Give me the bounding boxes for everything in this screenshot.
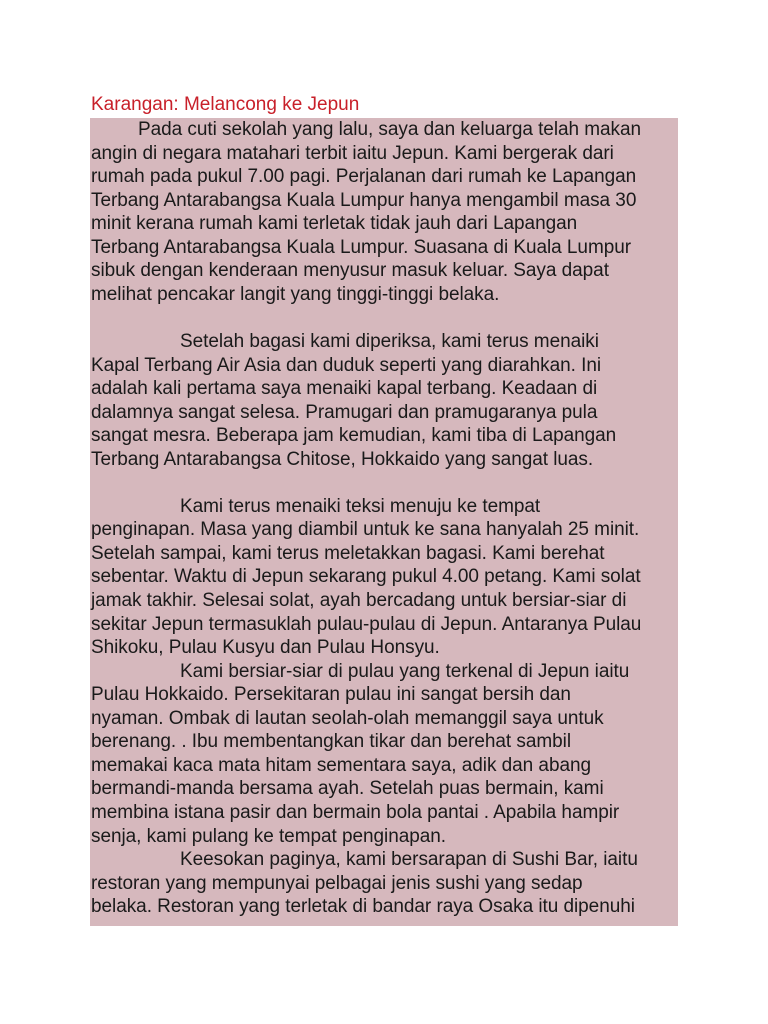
essay-line: sebentar. Waktu di Jepun sekarang pukul 4.00 petang. Kami solat	[91, 566, 641, 588]
essay-line: berenang. . Ibu membentangkan tikar dan berehat sambil	[91, 731, 571, 753]
essay-line: Pada cuti sekolah yang lalu, saya dan keluarga telah makan	[138, 119, 642, 140]
essay-line: dalamnya sangat selesa. Pramugari dan pramugaranya pula	[91, 401, 598, 423]
essay-line: restoran yang mempunyai pelbagai jenis sushi yang sedap	[91, 872, 583, 894]
essay-line: sekitar Jepun termasuklah pulau-pulau di Jepun. Antaranya Pulau	[91, 613, 642, 635]
essay-line: nyaman. Ombak di lautan seolah-olah memanggil saya untuk	[91, 707, 604, 729]
essay-title: Karangan: Melancong ke Jepun	[91, 94, 360, 115]
essay-line: Pulau Hokkaido. Persekitaran pulau ini sangat bersih dan	[91, 684, 571, 706]
essay-line: Kami bersiar-siar di pulau yang terkenal di Jepun iaitu	[180, 660, 630, 682]
essay-line: jamak takhir. Selesai solat, ayah bercadang untuk bersiar-siar di	[91, 590, 627, 611]
essay-line: Shikoku, Pulau Kusyu dan Pulau Honsyu.	[91, 637, 440, 659]
essay-line: Terbang Antarabangsa Kuala Lumpur hanya mengambil masa 30	[91, 189, 637, 211]
essay-line: Kapal Terbang Air Asia dan duduk seperti yang diarahkan. Ini	[91, 354, 602, 376]
essay-line: senja, kami pulang ke tempat penginapan.	[91, 825, 447, 847]
essay-line: belaka. Restoran yang terletak di bandar raya Osaka itu dipenuhi	[91, 896, 635, 918]
essay-line: membina istana pasir dan bermain bola pantai . Apabila hampir	[91, 801, 620, 823]
essay-line: minit kerana rumah kami terletak tidak jauh dari Lapangan	[91, 213, 578, 235]
essay-line: melihat pencakar langit yang tinggi-tinggi belaka.	[91, 283, 500, 305]
essay-body	[90, 118, 678, 926]
essay-line: Kami terus menaiki teksi menuju ke tempat	[180, 495, 541, 517]
essay-line: angin di negara matahari terbit iaitu Jepun. Kami bergerak dari	[91, 142, 614, 164]
essay-line: sibuk dengan kenderaan menyusur masuk keluar. Saya dapat	[91, 260, 609, 282]
essay-line: sangat mesra. Beberapa jam kemudian, kami tiba di Lapangan	[91, 425, 617, 447]
essay-line: Terbang Antarabangsa Chitose, Hokkaido yang sangat luas.	[91, 448, 594, 470]
essay-line: penginapan. Masa yang diambil untuk ke sana hanyalah 25 minit.	[91, 519, 640, 541]
essay-line: Setelah sampai, kami terus meletakkan bagasi. Kami berehat	[91, 542, 605, 564]
essay-line: memakai kaca mata hitam sementara saya, adik dan abang	[91, 754, 592, 776]
essay-line: Keesokan paginya, kami bersarapan di Sushi Bar, iaitu	[180, 849, 638, 871]
essay-line: adalah kali pertama saya menaiki kapal terbang. Keadaan di	[91, 378, 598, 400]
essay-line: rumah pada pukul 7.00 pagi. Perjalanan dari rumah ke Lapangan	[91, 166, 637, 188]
essay-line: Setelah bagasi kami diperiksa, kami terus menaiki	[180, 330, 599, 352]
essay-line: Terbang Antarabangsa Kuala Lumpur. Suasana di Kuala Lumpur	[91, 236, 632, 258]
essay-line: bermandi-manda bersama ayah. Setelah puas bermain, kami	[91, 778, 604, 800]
